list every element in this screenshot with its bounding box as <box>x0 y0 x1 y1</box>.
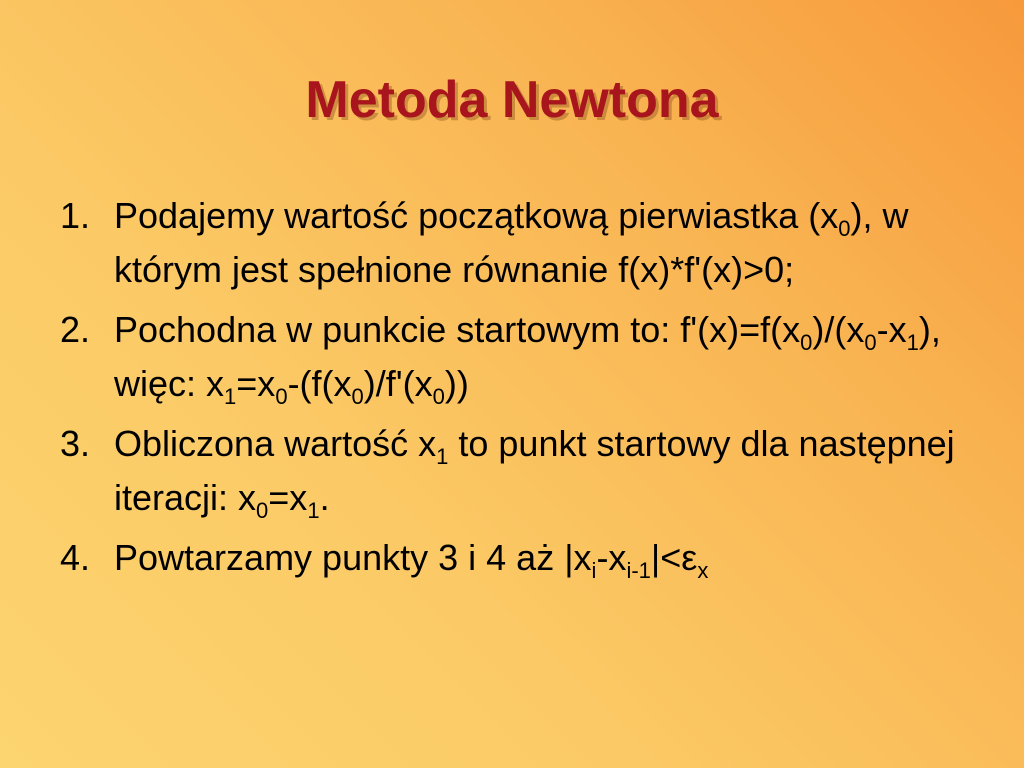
item-number: 2. <box>60 309 91 350</box>
item-text: Podajemy wartość początkową pierwiastka $(x_0)$, w którym jest spełnione równanie f(x)*f'(x)>0; <box>114 195 909 290</box>
list-item-4 <box>60 531 980 585</box>
numbered-list <box>60 189 980 591</box>
item-text: Powtarzamy punkty 3 i 4 aż $|x_i-x_{i-1}|<\varepsilon_x$ <box>114 537 709 583</box>
list-item-1 <box>60 189 980 297</box>
item-number: 1. <box>60 195 91 236</box>
item-number: 3. <box>60 423 91 464</box>
item-number: 4. <box>60 537 91 578</box>
item-text: Obliczona wartość $x_1$ to punkt startowy dla następnej iteracji: $x_0=x_1$. <box>114 423 955 523</box>
item-text: Pochodna w punkcie startowym to: $f'(x)=f(x_0)/(x_0-x_1)$, więc: $x_1=x_0-(f(x_0)/f'(x_0))$ <box>114 309 941 409</box>
slide-title: Metoda Newtona <box>305 71 719 129</box>
list-item-3 <box>60 417 980 525</box>
list-item-2 <box>60 303 980 411</box>
